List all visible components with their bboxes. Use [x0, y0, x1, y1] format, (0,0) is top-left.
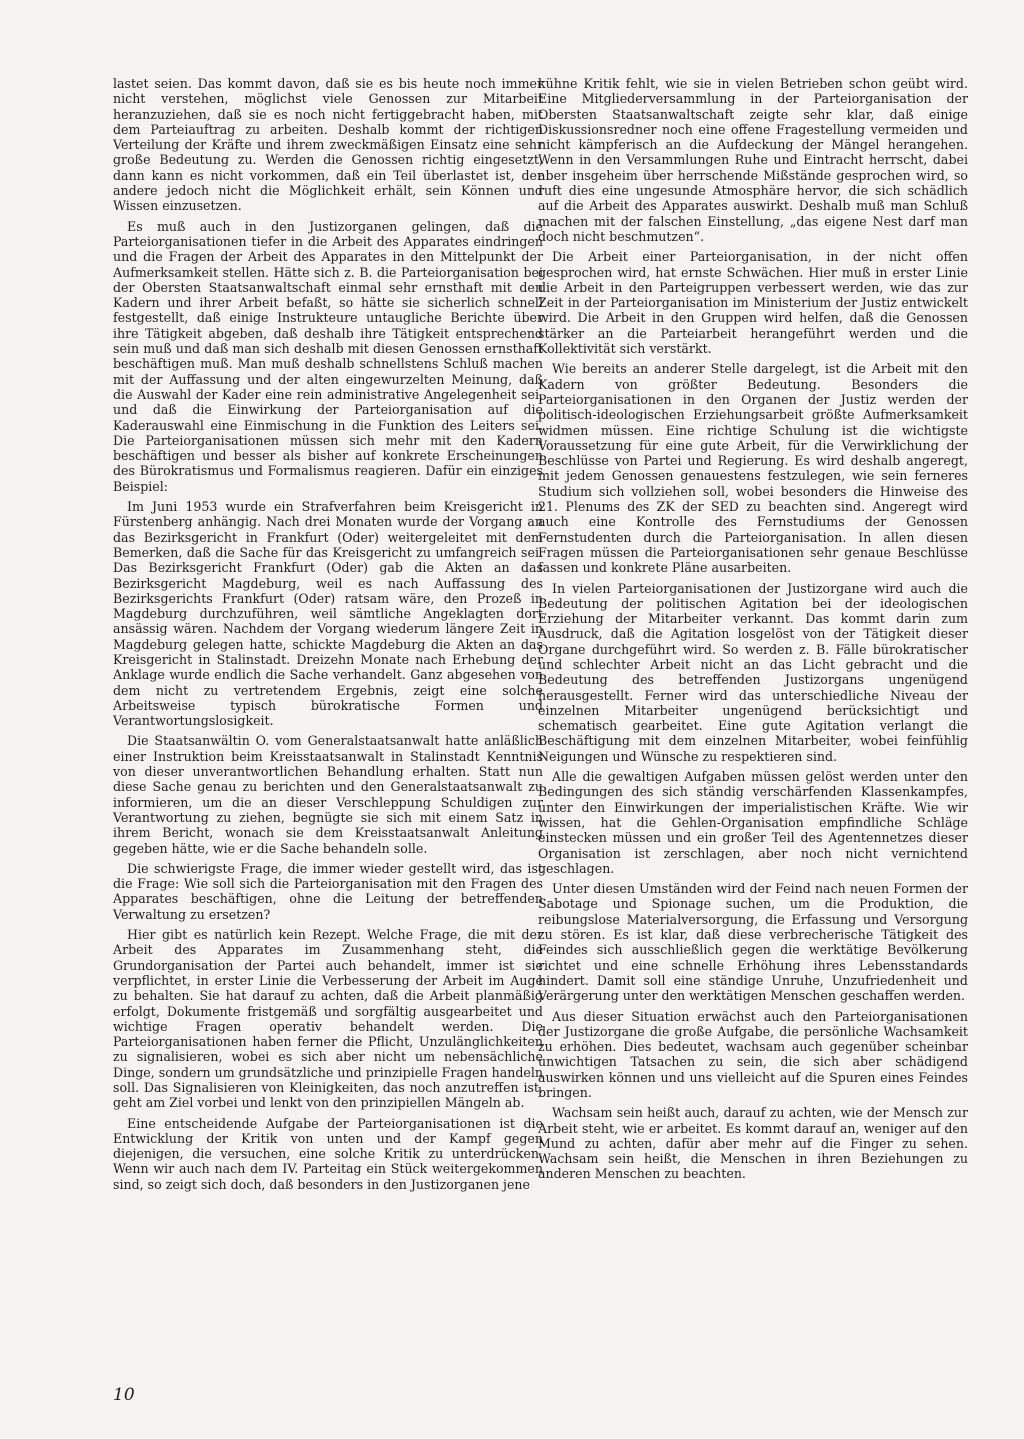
page-number: 10 [113, 1385, 135, 1405]
paragraph: Wie bereits an anderer Stelle dargelegt, ist die Arbeit mit den Kadern von größter Bedeutung. Besonders die Parteiorganisationen in den Organen der Justiz werden der politisch-ideologischen Erziehungsarbeit größte Aufmerksamkeit widmen müssen. Eine richtige Schulung ist die wichtigste Voraussetzung für eine gute Arbeit, für die Verwirklichung der Beschlüsse von Partei und Regierung. Es wird deshalb angeregt, mit jedem Genossen genauestens festzulegen, wie sein ferneres Studium sich vollziehen soll, wobei besonders die Hinweise des 21. Plenums des ZK der SED zu beachten sind. Angeregt wird auch eine Kontrolle des Fernstudiums der Genossen Fernstudenten durch die Parteiorganisation. In allen diesen Fragen müssen die Parteiorganisationen sehr genaue Beschlüsse fassen und konkrete Pläne ausarbeiten. [538, 361, 968, 576]
paragraph: Wachsam sein heißt auch, darauf zu achten, wie der Mensch zur Arbeit steht, wie er arbeitet. Es kommt darauf an, weniger auf den Mund zu achten, dafür aber mehr auf die Finger zu sehen. Wachsam sein heißt, die Menschen in ihren Beziehungen zu anderen Menschen zu beachten. [538, 1105, 968, 1182]
paragraph: kühne Kritik fehlt, wie sie in vielen Betrieben schon geübt wird. Eine Mitgliederversammlung in der Parteiorganisation der Obersten Staatsanwaltschaft zeigte sehr klar, daß einige Diskussionsredner noch eine offene Fragestellung vermeiden und nicht kämpferisch an die Aufdeckung der Mängel herangehen. Wenn in den Versammlungen Ruhe und Eintracht herrscht, dabei aber insgeheim über herrschende Mißstände gesprochen wird, so ruft dies eine ungesunde Atmosphäre hervor, die sich schädlich auf die Arbeit des Apparates auswirkt. Deshalb muß man Schluß machen mit der falschen Einstellung, „das eigene Nest darf man doch nicht beschmutzen“. [538, 76, 968, 244]
paragraph: Im Juni 1953 wurde ein Strafverfahren beim Kreisgericht in Fürstenberg anhängig. Nach drei Monaten wurde der Vorgang an das Bezirksgericht in Frankfurt (Oder) weitergeleitet mit dem Bemerken, daß die Sache für das Kreisgericht zu umfangreich sei. Das Bezirksgericht Frankfurt (Oder) gab die Akten an das Bezirksgericht Magdeburg, weil es nach Auffassung des Bezirksgerichts Frankfurt (Oder) ratsam wäre, den Prozeß in Magdeburg durchzuführen, weil sämtliche Angeklagten dort ansässig wären. Nachdem der Vorgang wiederum längere Zeit in Magdeburg gelegen hatte, schickte Magdeburg die Akten an das Kreisgericht in Stalinstadt. Dreizehn Monate nach Erhebung der Anklage wurde endlich die Sache verhandelt. Ganz abgesehen von dem nicht zu vertretendem Ergebnis, zeigt eine solche Arbeitsweise typisch bürokratische Formen und Verantwortungslosigkeit. [113, 499, 543, 729]
paragraph: Die schwierigste Frage, die immer wieder gestellt wird, das ist die Frage: Wie soll sich die Parteiorganisation mit den Fragen des Apparates beschäftigen, ohne die Leitung der betreffenden Verwaltung zu ersetzen? [113, 860, 543, 922]
left-column [113, 76, 543, 1197]
paragraph: Unter diesen Umständen wird der Feind nach neuen Formen der Sabotage und Spionage suchen, um die Produktion, die reibungslose Materialversorgung, die Erfassung und Versorgung zu stören. Es ist klar, daß diese verbrecherische Tätigkeit des Feindes sich ausschließlich gegen die werktätige Bevölkerung richtet und eine schnelle Erhöhung ihres Lebensstandards hindert. Damit soll eine ständige Unruhe, Unzufriedenheit und Verärgerung unter den werktätigen Menschen geschaffen werden. [538, 881, 968, 1004]
paragraph: Die Arbeit einer Parteiorganisation, in der nicht offen gesprochen wird, hat ernste Schwächen. Hier muß in erster Linie die Arbeit in den Parteigruppen verbessert werden, wie das zur Zeit in der Parteiorganisation im Ministerium der Justiz entwickelt wird. Die Arbeit in den Gruppen wird helfen, daß die Genossen stärker an die Parteiarbeit herangeführt werden und die Kollektivität sich verstärkt. [538, 249, 968, 357]
paragraph: Hier gibt es natürlich kein Rezept. Welche Frage, die mit der Arbeit des Apparates im Zusammenhang steht, die Grundorganisation der Partei auch behandelt, immer ist sie verpflichtet, in erster Linie die Verbesserung der Arbeit im Auge zu behalten. Sie hat darauf zu achten, daß die Arbeit planmäßig erfolgt, Dokumente fristgemäß und sorgfältig ausgearbeitet und wichtige Fragen operativ behandelt werden. Die Parteiorganisationen haben ferner die Pflicht, Unzulänglichkeiten zu signalisieren, wobei es sich aber nicht um nebensächliche Dinge, sondern um grundsätzliche und prinzipielle Fragen handeln soll. Das Signalisieren von Kleinigkeiten, das noch anzutreffen ist, geht am Ziel vorbei und lenkt von den prinzipiellen Mängeln ab. [113, 927, 543, 1111]
paragraph: Es muß auch in den Justizorganen gelingen, daß die Parteiorganisationen tiefer in die Arbeit des Apparates eindringen und die Fragen der Arbeit des Apparates in den Mittelpunkt der Aufmerksamkeit stellen. Hätte sich z. B. die Parteiorganisation bei der Obersten Staatsanwaltschaft einmal sehr ernsthaft mit den Kadern und ihrer Arbeit befaßt, so hätte sie sicherlich schnell festgestellt, daß einige Instrukteure untaugliche Berichte über ihre Tätigkeit abgeben, daß deshalb ihre Tätigkeit entsprechend sein muß und daß man sich deshalb mit diesen Genossen ernsthaft beschäftigen muß. Man muß deshalb schnellstens Schluß machen mit der Auffassung und der alten eingewurzelten Meinung, daß die Auswahl der Kader eine rein administrative Angelegenheit sei, und daß die Einwirkung der Parteiorganisation auf die Kaderauswahl eine Einmischung in die Funktion des Leiters sei. Die Parteiorganisationen müssen sich mehr mit den Kadern beschäftigen und besser als bisher auf konkrete Erscheinungen des Bürokratismus und Formalismus reagieren. Dafür ein einziges Beispiel: [113, 218, 543, 494]
paragraph: In vielen Parteiorganisationen der Justizorgane wird auch die Bedeutung der politischen Agitation bei der ideologischen Erziehung der Mitarbeiter verkannt. Das kommt darin zum Ausdruck, daß die Agitation losgelöst von der Tätigkeit dieser Organe durchgeführt wird. So werden z. B. Fälle bürokratischer und schlechter Arbeit nicht an das Licht gebracht und die Bedeutung des betreffenden Justizorgans ungenügend herausgestellt. Ferner wird das unterschiedliche Niveau der einzelnen Mitarbeiter ungenügend berücksichtigt und schematisch gearbeitet. Eine gute Agitation verlangt die Beschäftigung mit dem einzelnen Mitarbeiter, wobei feinfühlig Neigungen und Wünsche zu respektieren sind. [538, 580, 968, 764]
paragraph: Alle die gewaltigen Aufgaben müssen gelöst werden unter den Bedingungen des sich ständig verschärfenden Klassenkampfes, unter den Einwirkungen der imperialistischen Kräfte. Wie wir wissen, hat die Gehlen-Organisation empfindliche Schläge einstecken müssen und ein großer Teil des Agentennetzes dieser Organisation ist zerschlagen, aber noch nicht vernichtend geschlagen. [538, 769, 968, 876]
paragraph: lastet seien. Das kommt davon, daß sie es bis heute noch immer nicht verstehen, möglichst viele Genossen zur Mitarbeit heranzuziehen, daß sie es noch nicht fertiggebracht haben, mit dem Parteiauftrag zu arbeiten. Deshalb kommt der richtigen Verteilung der Kräfte und ihrem zweckmäßigen Einsatz eine sehr große Bedeutung zu. Werden die Genossen richtig eingesetzt, dann kann es nicht vorkommen, daß ein Teil überlastet ist, der andere jedoch nicht die Möglichkeit erhält, sein Können und Wissen einzusetzen. [113, 76, 543, 214]
paragraph: Aus dieser Situation erwächst auch den Parteiorganisationen der Justizorgane die große Aufgabe, die persönliche Wachsamkeit zu erhöhen. Dies bedeutet, wachsam auch gegenüber scheinbar unwichtigen Tatsachen zu sein, die sich aber schädigend auswirken können und uns vielleicht auf die Spuren eines Feindes bringen. [538, 1008, 968, 1100]
paragraph: Die Staatsanwältin O. vom Generalstaatsanwalt hatte anläßlich einer Instruktion beim Kreisstaatsanwalt in Stalinstadt Kenntnis von dieser unverantwortlichen Behandlung erhalten. Statt nun diese Sache genau zu berichten und den Generalstaatsanwalt zu informieren, um die an dieser Verschleppung Schuldigen zur Verantwortung zu ziehen, begnügte sie sich mit einem Satz in ihrem Bericht, wonach sie dem Kreisstaatsanwalt Anleitung gegeben hätte, wie er die Sache behandeln solle. [113, 733, 543, 856]
paragraph: Eine entscheidende Aufgabe der Parteiorganisationen ist die Entwicklung der Kritik von unten und der Kampf gegen diejenigen, die versuchen, eine solche Kritik zu unterdrücken. Wenn wir auch nach dem IV. Parteitag ein Stück weitergekommen sind, so zeigt sich doch, daß besonders in den Justizorganen jene [113, 1115, 543, 1192]
right-column [538, 76, 968, 1187]
